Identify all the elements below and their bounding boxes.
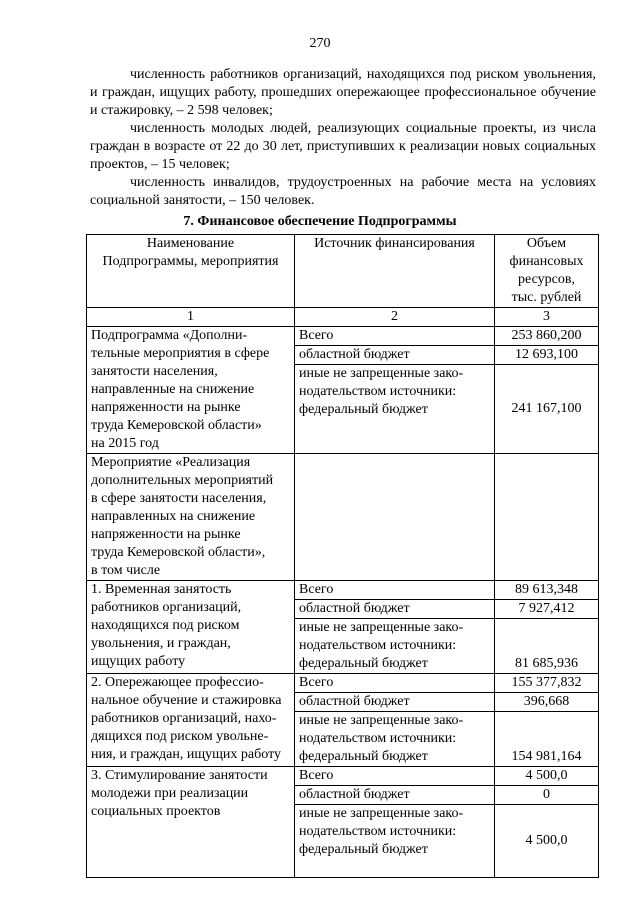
- amount-regional: 396,668: [495, 693, 599, 712]
- table-column-numbers: [87, 308, 599, 327]
- header-source: Источник финансирования: [295, 235, 495, 308]
- item-name: 2. Опережающее профессио- нальное обучение и стажировка работников организаций, нахо- дящихся под риском увольне- ния, и граждан, ищущих работу: [87, 674, 295, 767]
- source-total: Всего: [295, 674, 495, 693]
- table-row: [87, 454, 599, 581]
- item-name: 1. Временная занятость работников организаций, находящихся под риском увольнения, и граждан, ищущих работу: [87, 581, 295, 674]
- amount-other: 241 167,100: [495, 365, 599, 454]
- source-total: Всего: [295, 327, 495, 346]
- source-total: Всего: [295, 581, 495, 600]
- source-total: Всего: [295, 767, 495, 786]
- source-other: иные не запрещенные зако- нодательством источники: федеральный бюджет: [295, 365, 495, 454]
- table-row: [87, 674, 599, 693]
- amount-total: 253 860,200: [495, 327, 599, 346]
- intro-text: [90, 66, 596, 210]
- measure-name: Мероприятие «Реализация дополнительных мероприятий в сфере занятости населения, направленных на снижение напряженности на рынке труда Кемеровской области», в том числе: [87, 454, 295, 581]
- table-row: [87, 767, 599, 786]
- col-number: 2: [295, 308, 495, 327]
- source-regional: областной бюджет: [295, 600, 495, 619]
- source-empty: [295, 454, 495, 581]
- amount-total: 89 613,348: [495, 581, 599, 600]
- amount-other: 154 981,164: [495, 712, 599, 767]
- amount-other: 4 500,0: [495, 805, 599, 878]
- intro-paragraph: численность инвалидов, трудоустроенных на рабочие места на условиях социальной занятости, – 150 человек.: [90, 175, 596, 208]
- source-other: иные не запрещенные зако- нодательством источники: федеральный бюджет: [295, 619, 495, 674]
- amount-empty: [495, 454, 599, 581]
- header-name: Наименование Подпрограммы, мероприятия: [87, 235, 295, 308]
- amount-total: 4 500,0: [495, 767, 599, 786]
- amount-regional: 12 693,100: [495, 346, 599, 365]
- amount-total: 155 377,832: [495, 674, 599, 693]
- source-other: иные не запрещенные зако- нодательством источники: федеральный бюджет: [295, 712, 495, 767]
- col-number: 1: [87, 308, 295, 327]
- source-other: иные не запрещенные зако- нодательством источники: федеральный бюджет: [295, 805, 495, 878]
- table-row: [87, 327, 599, 346]
- amount-regional: 0: [495, 786, 599, 805]
- amount-other: 81 685,936: [495, 619, 599, 674]
- intro-paragraph: численность молодых людей, реализующих социальные проекты, из числа граждан в возрасте от 22 до 30 лет, приступивших к реализации новых социальных проектов, – 15 человек;: [90, 121, 596, 172]
- table-header-row: [87, 235, 599, 308]
- source-regional: областной бюджет: [295, 346, 495, 365]
- header-volume: Объем финансовых ресурсов, тыс. рублей: [495, 235, 599, 308]
- amount-regional: 7 927,412: [495, 600, 599, 619]
- col-number: 3: [495, 308, 599, 327]
- source-regional: областной бюджет: [295, 693, 495, 712]
- table-row: [87, 581, 599, 600]
- item-name: 3. Стимулирование занятости молодежи при реализации социальных проектов: [87, 767, 295, 878]
- intro-paragraph: численность работников организаций, находящихся под риском увольнения, и граждан, ищущих работу, прошедших опережающее профессиональное обучение и стажировку, – 2 598 человек;: [90, 67, 596, 118]
- page-number: 270: [309, 36, 331, 51]
- source-regional: областной бюджет: [295, 786, 495, 805]
- program-name: Подпрограмма «Дополни- тельные мероприятия в сфере занятости населения, направленные на снижение напряженности на рынке труда Кемеровской области» на 2015 год: [87, 327, 295, 454]
- section-title: 7. Финансовое обеспечение Подпрограммы: [183, 214, 457, 229]
- financing-table: [86, 234, 599, 878]
